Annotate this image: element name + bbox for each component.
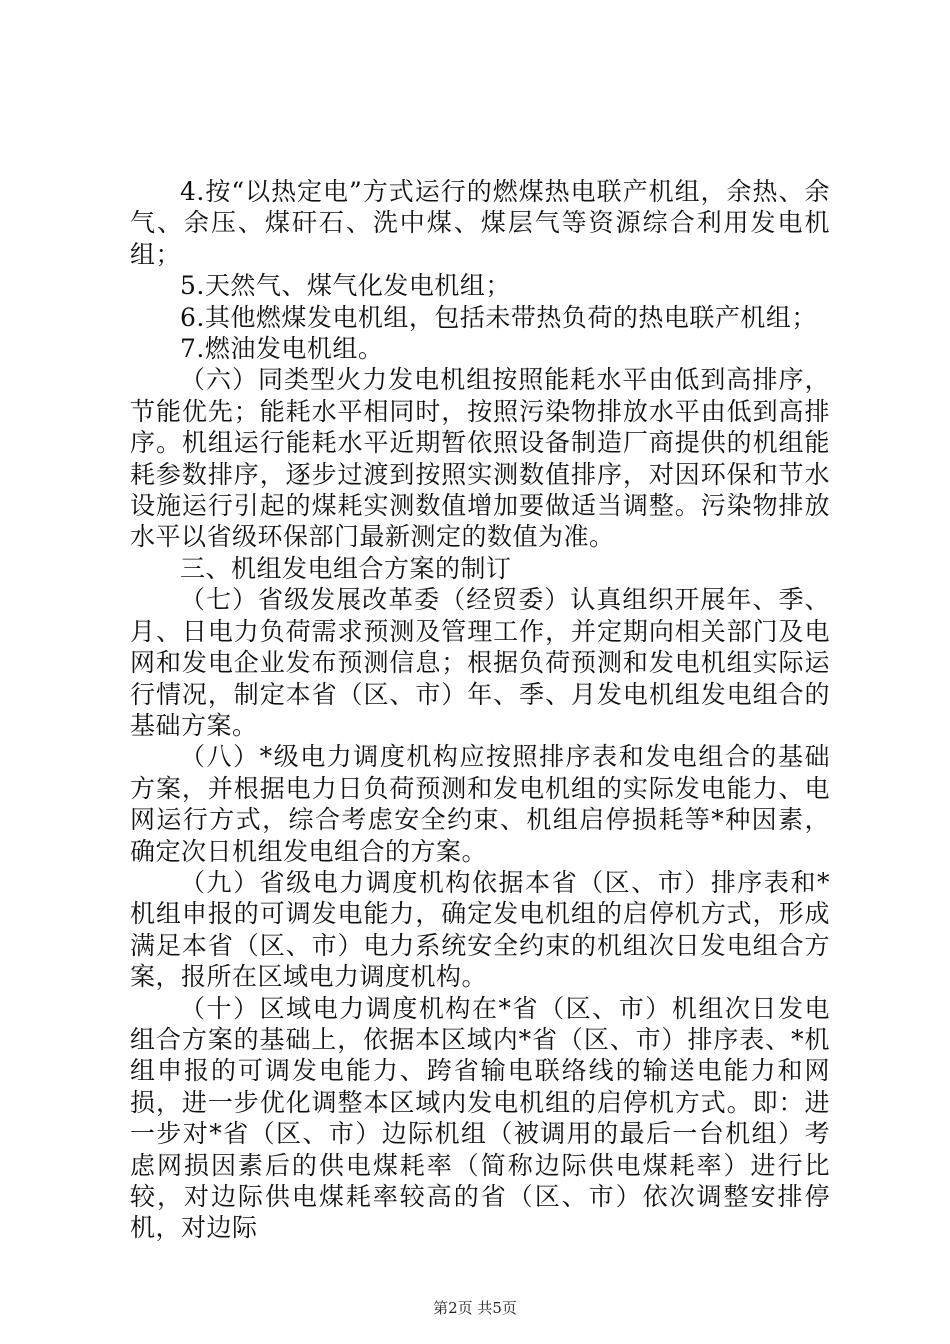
paragraph-item-4: 4.按“以热定电”方式运行的燃煤热电联产机组，余热、余气、余压、煤矸石、洗中煤、煤层气等资源综合利用发电机组； [130,177,830,269]
document-body [130,176,830,1244]
paragraph-clause-10: （十）区域电力调度机构在*省（区、市）机组次日发电组合方案的基础上，依据本区域内*省（区、市）排序表、*机组申报的可调发电能力、跨省输电联络线的输送电能力和网损，进一步优化调整本区域内发电机组的启停机方式。即：进一步对*省（区、市）边际机组（被调用的最后一台机组）考虑网损因素后的供电煤耗率（简称边际供电煤耗率）进行比较，对边际供电煤耗率较高的省（区、市）依次调整安排停机，对边际 [130,993,830,1243]
paragraph-clause-9: （九）省级电力调度机构依据本省（区、市）排序表和*机组申报的可调发电能力，确定发电机组的启停机方式，形成满足本省（区、市）电力系统安全约束的机组次日发电组合方案，报所在区域电力调度机构。 [130,867,830,992]
page-number-footer: 第2页 共5页 [433,1299,517,1317]
paragraph-clause-8: （八）*级电力调度机构应按照排序表和发电组合的基础方案，并根据电力日负荷预测和发电机组的实际发电能力、电网运行方式，综合考虑安全约束、机组启停损耗等*种因素，确定次日机组发电组合的方案。 [130,742,830,866]
paragraph-clause-7: （七）省级发展改革委（经贸委）认真组织开展年、季、月、日电力负荷需求预测及管理工作，并定期向相关部门及电网和发电企业发布预测信息；根据负荷预测和发电机组实际运行情况，制定本省（区、市）年、季、月发电机组发电组合的基础方案。 [130,585,830,740]
paragraph-item-7: 7.燃油发电机组。 [180,334,384,364]
paragraph-clause-6: （六）同类型火力发电机组按照能耗水平由低到高排序，节能优先；能耗水平相同时，按照污染物排放水平由低到高排序。机组运行能耗水平近期暂依照设备制造厂商提供的机组能耗参数排序，逐步过渡到按照实测数值排序，对因环保和节水设施运行引起的煤耗实测数值增加要做适当调整。污染物排放水平以省级环保部门最新测定的数值为准。 [130,365,830,552]
paragraph-item-5: 5.天然气、煤气化发电机组； [180,271,511,301]
section-heading-3: 三、机组发电组合方案的制订 [180,553,512,583]
paragraph-item-6: 6.其他燃煤发电机组，包括未带热负荷的热电联产机组； [180,302,817,332]
